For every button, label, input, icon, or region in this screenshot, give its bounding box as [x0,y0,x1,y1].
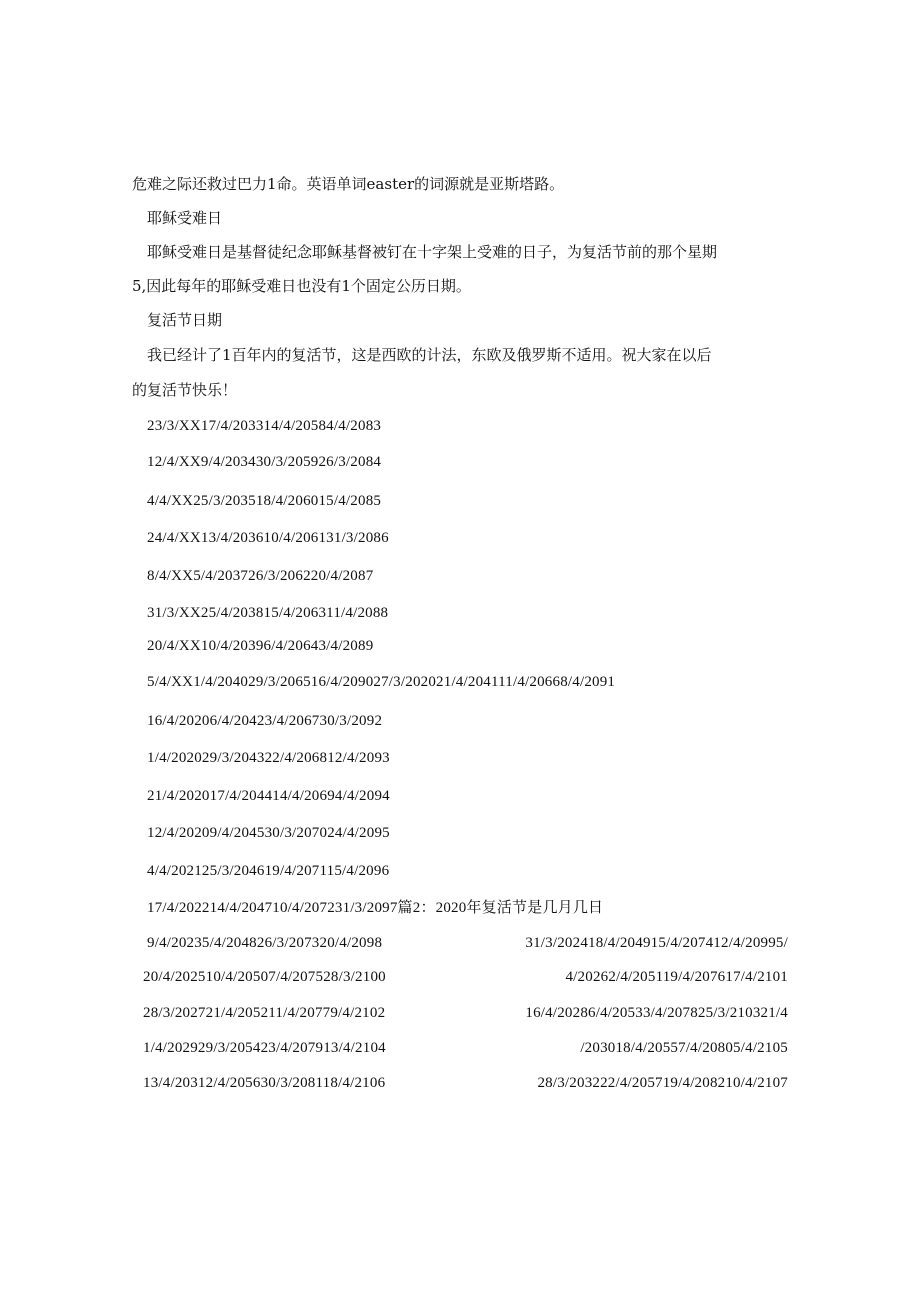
date-row: 24/4/XX13/4/203610/4/206131/3/2086 [147,530,389,546]
heading-good-friday: 耶稣受难日 [147,209,223,227]
paragraph-easter-intro-line1: 我已经计了1百年内的复活节，这是西欧的计法，东欧及俄罗斯不适用。祝大家在以后 [147,346,712,364]
paragraph-easter-intro-line2: 的复活节快乐！ [132,381,238,399]
date-row-left: 13/4/20312/4/205630/3/208118/4/2106 [143,1075,386,1091]
date-row-right: 31/3/202418/4/204915/4/207412/4/20995/ [525,935,788,951]
date-row: 4/4/202125/3/204619/4/207115/4/2096 [147,863,390,879]
date-row: 8/4/XX5/4/203726/3/206220/4/2087 [147,568,374,584]
date-row: 1/4/202029/3/204322/4/206812/4/2093 [147,750,390,766]
date-row-right: 28/3/203222/4/205719/4/208210/4/2107 [537,1075,788,1091]
paragraph-good-friday-line2: 5,因此每年的耶稣受难日也没有1个固定公历日期。 [132,277,471,295]
date-row: 4/4/XX25/3/203518/4/206015/4/2085 [147,493,382,509]
date-row-left: 28/3/202721/4/205211/4/20779/4/2102 [143,1005,386,1021]
paragraph-good-friday-line1: 耶稣受难日是基督徒纪念耶稣基督被钉在十字架上受难的日子，为复活节前的那个星期 [147,243,718,261]
date-row-right: /203018/4/20557/4/20805/4/2105 [580,1040,788,1056]
date-row: 20/4/XX10/4/20396/4/20643/4/2089 [147,638,374,654]
date-row-left: 20/4/202510/4/20507/4/207528/3/2100 [143,969,386,985]
date-row: 23/3/XX17/4/203314/4/20584/4/2083 [147,418,382,434]
heading-easter-dates: 复活节日期 [147,311,223,329]
date-row: 16/4/20206/4/20423/4/206730/3/2092 [147,713,383,729]
paragraph-astarte: 危难之际还救过巴力1命。英语单词easter的词源就是亚斯塔路。 [132,175,565,193]
date-row: 12/4/20209/4/204530/3/207024/4/2095 [147,825,390,841]
date-row-left: 1/4/202929/3/205423/4/207913/4/2104 [143,1040,386,1056]
date-row: 12/4/XX9/4/203430/3/205926/3/2084 [147,454,382,470]
date-row: 31/3/XX25/4/203815/4/206311/4/2088 [147,605,389,621]
date-row-right: 16/4/20286/4/20533/4/207825/3/210321/4 [525,1005,788,1021]
date-row-left: 9/4/20235/4/204826/3/207320/4/2098 [147,935,383,951]
date-row: 5/4/XX1/4/204029/3/206516/4/209027/3/202021/4/204111/4/20668/4/2091 [147,674,616,690]
date-row: 21/4/202017/4/204414/4/20694/4/2094 [147,788,390,804]
date-row-with-heading: 17/4/202214/4/204710/4/207231/3/2097篇2：2020年复活节是几月几日 [147,900,604,916]
date-row-right: 4/20262/4/205119/4/207617/4/2101 [565,969,788,985]
